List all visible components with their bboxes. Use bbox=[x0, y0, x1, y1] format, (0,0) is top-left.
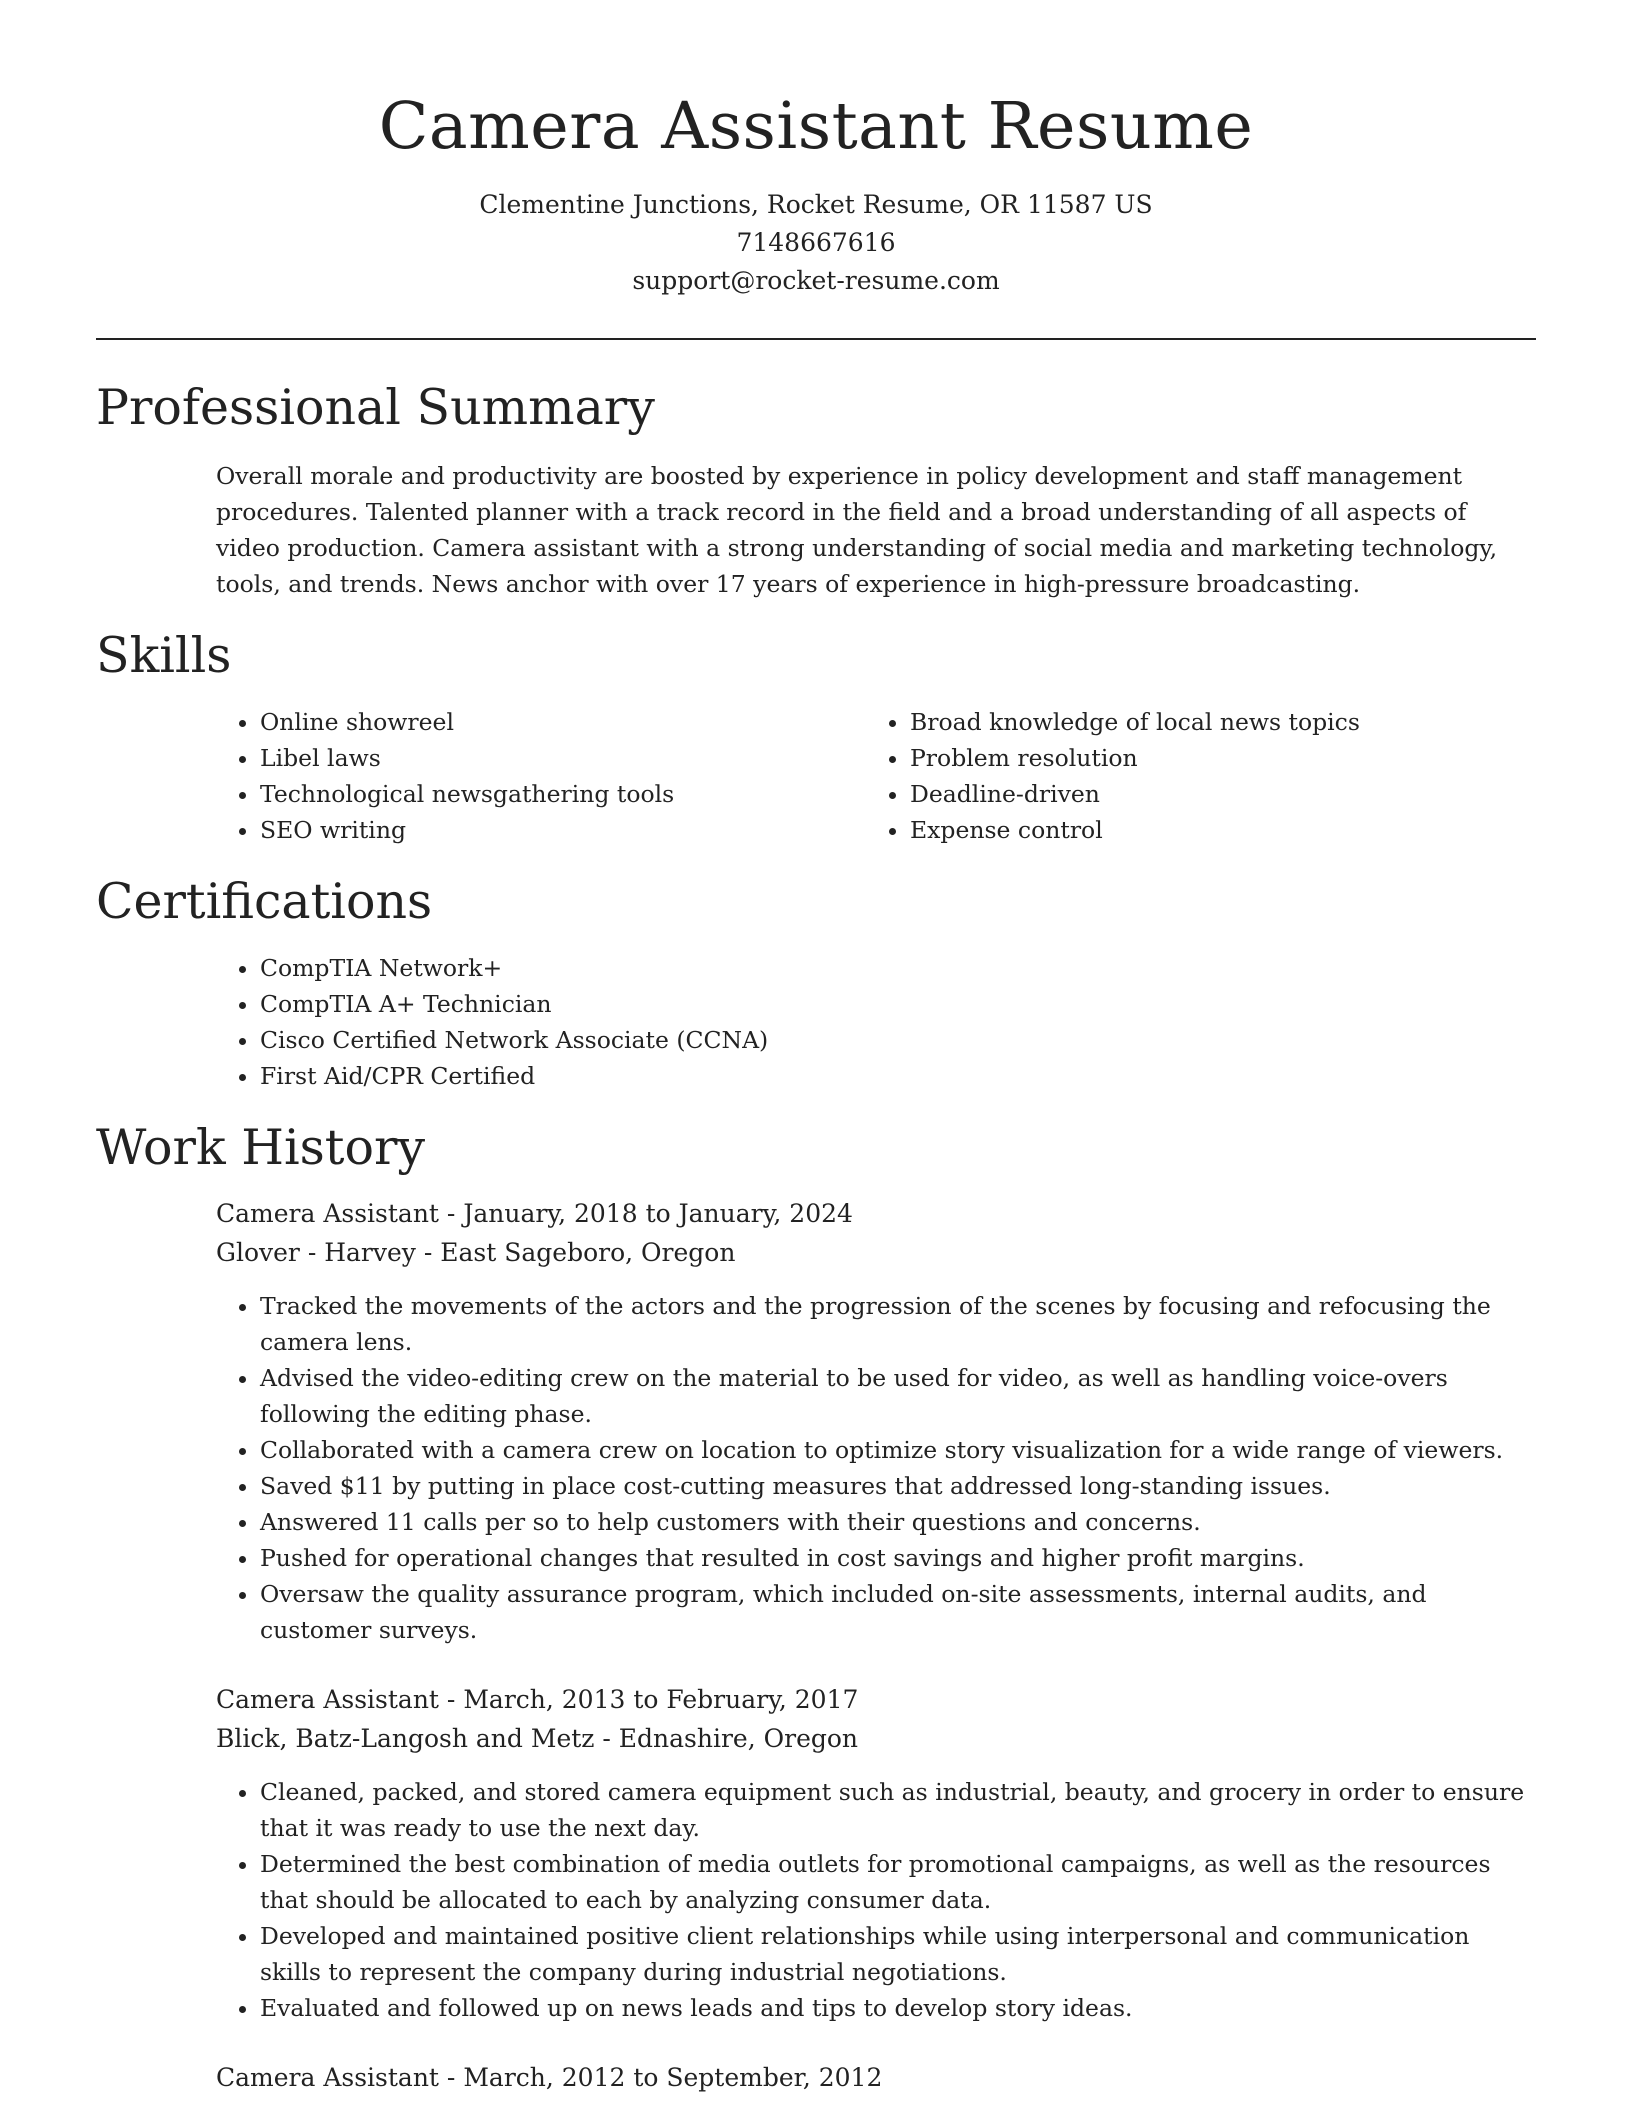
skill-item: • Technological newsgathering tools bbox=[260, 776, 866, 812]
resume-header bbox=[96, 0, 1536, 300]
job-bullets bbox=[216, 1288, 1536, 1648]
job-bullet: • Answered 11 calls per so to help customers with their questions and concerns. bbox=[260, 1504, 1536, 1540]
summary-text: Overall morale and productivity are boosted by experience in policy development and staff management procedures. Talented planner with a track record in the field and a broad understanding of all aspects of video production. Camera assistant with a strong understanding of social media and marketing technology, tools, and trends. News anchor with over 17 years of experience in high-pressure broadcasting. bbox=[216, 462, 1498, 598]
job-bullet: • Collaborated with a camera crew on location to optimize story visualization for a wide range of viewers. bbox=[260, 1432, 1536, 1468]
job-bullet: • Determined the best combination of media outlets for promotional campaigns, as well as the resources that should be allocated to each by analyzing consumer data. bbox=[260, 1846, 1536, 1918]
certification-item: • CompTIA A+ Technician bbox=[260, 986, 1536, 1022]
job-bullet: • Tracked the movements of the actors and the progression of the scenes by focusing and refocusing the camera lens. bbox=[260, 1288, 1536, 1360]
contact-phone: 7148667616 bbox=[736, 228, 896, 257]
job-bullet: • Cleaned, packed, and stored camera equipment such as industrial, beauty, and grocery in order to ensure that it was ready to use the next day. bbox=[260, 1774, 1536, 1846]
certifications-block bbox=[216, 950, 1536, 1094]
work-history-heading: Work History bbox=[96, 1119, 426, 1176]
resume-page bbox=[96, 0, 1536, 2097]
job-entry bbox=[216, 1194, 1536, 1648]
skill-item: • SEO writing bbox=[260, 812, 866, 848]
job-entry bbox=[216, 2058, 1536, 2097]
contact-address: Clementine Junctions, Rocket Resume, OR 11587 US bbox=[479, 190, 1153, 219]
job-bullet: • Advised the video-editing crew on the material to be used for video, as well as handling voice-overs following the editing phase. bbox=[260, 1360, 1536, 1432]
skill-item: • Broad knowledge of local news topics bbox=[910, 704, 1516, 740]
job-bullets bbox=[216, 1774, 1536, 2026]
contact-email: support@rocket-resume.com bbox=[632, 266, 1000, 295]
job-bullet: • Saved $11 by putting in place cost-cutting measures that addressed long-standing issues. bbox=[260, 1468, 1536, 1504]
job-bullet: • Evaluated and followed up on news leads and tips to develop story ideas. bbox=[260, 1990, 1536, 2026]
certifications-heading: Certifications bbox=[96, 873, 433, 930]
header-divider bbox=[96, 338, 1536, 340]
contact-block bbox=[96, 186, 1536, 300]
skill-item: • Deadline-driven bbox=[910, 776, 1516, 812]
skills-columns bbox=[216, 704, 1536, 848]
skills-right-list bbox=[866, 704, 1516, 848]
skill-item: • Online showreel bbox=[260, 704, 866, 740]
skill-item: • Problem resolution bbox=[910, 740, 1516, 776]
skills-heading: Skills bbox=[96, 627, 232, 684]
certification-item: • First Aid/CPR Certified bbox=[260, 1058, 1536, 1094]
resume-title: Camera Assistant Resume bbox=[378, 89, 1254, 164]
job-title-line: Camera Assistant - January, 2018 to January, 2024 bbox=[216, 1199, 853, 1228]
job-title-line: Camera Assistant - March, 2013 to February, 2017 bbox=[216, 1685, 859, 1714]
job-title-line: Camera Assistant - March, 2012 to September, 2012 bbox=[216, 2063, 883, 2092]
job-company-line: Glover - Harvey - East Sageboro, Oregon bbox=[216, 1238, 736, 1267]
certifications-list bbox=[216, 950, 1536, 1094]
certification-item: • Cisco Certified Network Associate (CCNA) bbox=[260, 1022, 1536, 1058]
job-entry bbox=[216, 1680, 1536, 2026]
skills-left-list bbox=[216, 704, 866, 848]
job-company-line: Blick, Batz-Langosh and Metz - Ednashire, Oregon bbox=[216, 1724, 859, 1753]
job-bullet: • Oversaw the quality assurance program, which included on-site assessments, internal audits, and customer surveys. bbox=[260, 1576, 1536, 1648]
job-bullet: • Developed and maintained positive client relationships while using interpersonal and communication skills to represent the company during industrial negotiations. bbox=[260, 1918, 1536, 1990]
certification-item: • CompTIA Network+ bbox=[260, 950, 1536, 986]
summary-heading: Professional Summary bbox=[96, 379, 655, 436]
skill-item: • Libel laws bbox=[260, 740, 866, 776]
skill-item: • Expense control bbox=[910, 812, 1516, 848]
job-bullet: • Pushed for operational changes that resulted in cost savings and higher profit margins. bbox=[260, 1540, 1536, 1576]
